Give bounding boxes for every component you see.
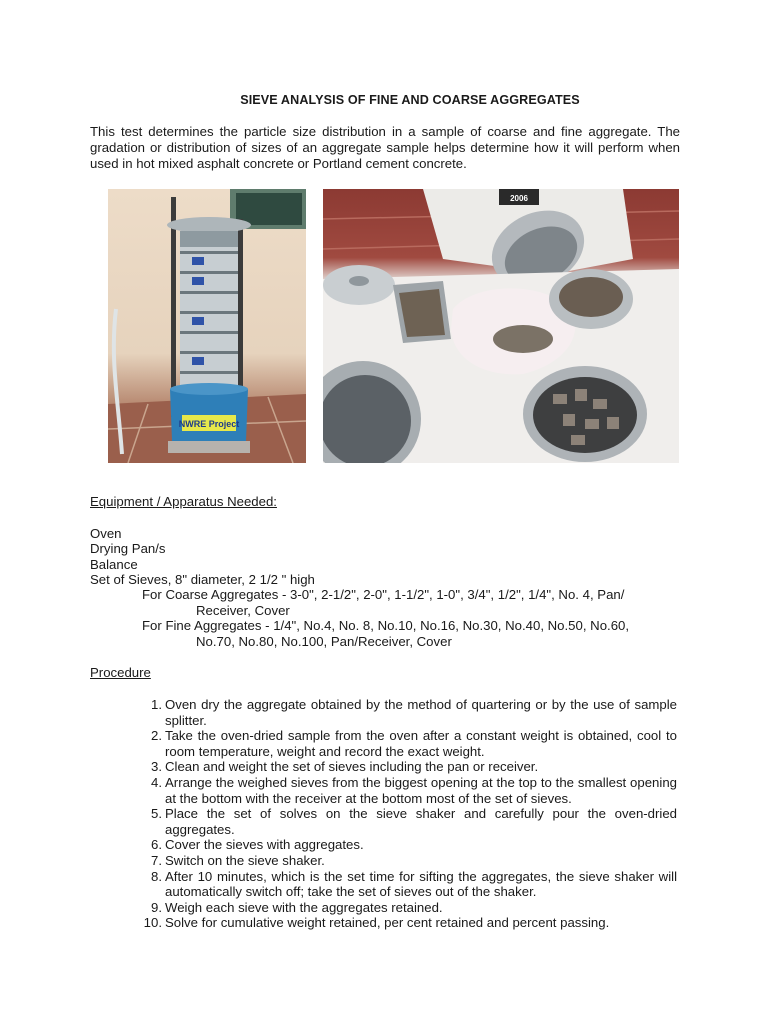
step-text: Arrange the weighed sieves from the biggest opening at the top to the smallest opening at the bottom with the receiver at the bottom most of the set of sieves.: [165, 774, 677, 806]
procedure-step: [140, 759, 677, 775]
equipment-item: Balance: [90, 557, 138, 572]
page-title: SIEVE ANALYSIS OF FINE AND COARSE AGGREGATES: [240, 93, 580, 107]
equipment-heading: Equipment / Apparatus Needed:: [90, 494, 277, 509]
step-text: Cover the sieves with aggregates.: [165, 837, 364, 853]
step-number: 4.: [151, 774, 162, 790]
step-number: 6.: [151, 837, 162, 853]
equipment-item: Oven: [90, 526, 122, 541]
aggregates-illustration: [323, 189, 679, 463]
procedure-heading: Procedure: [90, 665, 151, 680]
fine-sieves-line-cont: No.70, No.80, No.100, Pan/Receiver, Cover: [196, 634, 452, 649]
step-number: 3.: [151, 759, 162, 775]
equipment-item: Drying Pan/s: [90, 541, 166, 556]
shirt-number: 2006: [510, 194, 528, 203]
procedure-step: [140, 915, 677, 931]
procedure-step: [140, 900, 677, 916]
sieve-shaker-photo: [108, 189, 306, 463]
procedure-step: [140, 697, 677, 728]
step-text: Switch on the sieve shaker.: [165, 852, 325, 868]
step-number: 5.: [151, 806, 162, 822]
procedure-step: [140, 853, 677, 869]
procedure-steps: [140, 697, 677, 931]
sieve-stack: [180, 231, 238, 389]
step-number: 1.: [151, 697, 162, 712]
step-text: Clean and weight the set of sieves including the pan or receiver.: [165, 759, 539, 775]
fine-sieves-line: For Fine Aggregates - 1/4", No.4, No. 8, No.10, No.16, No.30, No.40, No.50, No.60,: [142, 618, 630, 633]
step-text: Solve for cumulative weight retained, per cent retained and percent passing.: [165, 915, 610, 931]
step-text: Oven dry the aggregate obtained by the method of quartering or by the use of sample splitter.: [165, 697, 677, 728]
step-text: Weigh each sieve with the aggregates retained.: [165, 899, 443, 915]
equipment-item: Set of Sieves, 8" diameter, 2 1/2 " high: [90, 572, 315, 587]
step-number: 9.: [151, 899, 162, 915]
aggregates-photo: [323, 189, 679, 463]
procedure-step: [140, 869, 677, 900]
procedure-step: [140, 806, 677, 837]
sieve-shaker-illustration: [108, 189, 306, 463]
coarse-sieves-line-cont: Receiver, Cover: [196, 603, 290, 618]
procedure-step: [140, 728, 677, 759]
procedure-step: [140, 837, 677, 853]
step-text: Take the oven-dried sample from the oven after a constant weight is obtained, cool to room temperature, weight and record the exact weight.: [165, 728, 677, 759]
step-number: 7.: [151, 852, 162, 868]
step-number: 8.: [151, 868, 162, 884]
step-text: Place the set of solves on the sieve shaker and carefully pour the oven-dried aggregates.: [165, 806, 677, 837]
shaker-label: NWRE Project: [178, 419, 240, 429]
procedure-step: [140, 775, 677, 806]
step-number: 10.: [143, 915, 162, 931]
step-number: 2.: [151, 728, 162, 744]
step-text: After 10 minutes, which is the set time for sifting the aggregates, the sieve shaker will automatically switch off; take the set of sieves out of the shaker.: [165, 868, 677, 900]
intro-paragraph: This test determines the particle size distribution in a sample of coarse and fine aggregate. The gradation or distribution of sizes of an aggregate sample helps determine how it will perform when used in hot mixed asphalt concrete or Portland cement concrete.: [90, 124, 680, 171]
coarse-sieves-line: For Coarse Aggregates - 3-0", 2-1/2", 2-0", 1-1/2", 1-0", 3/4", 1/2", 1/4", No. 4, Pan/: [142, 587, 625, 602]
